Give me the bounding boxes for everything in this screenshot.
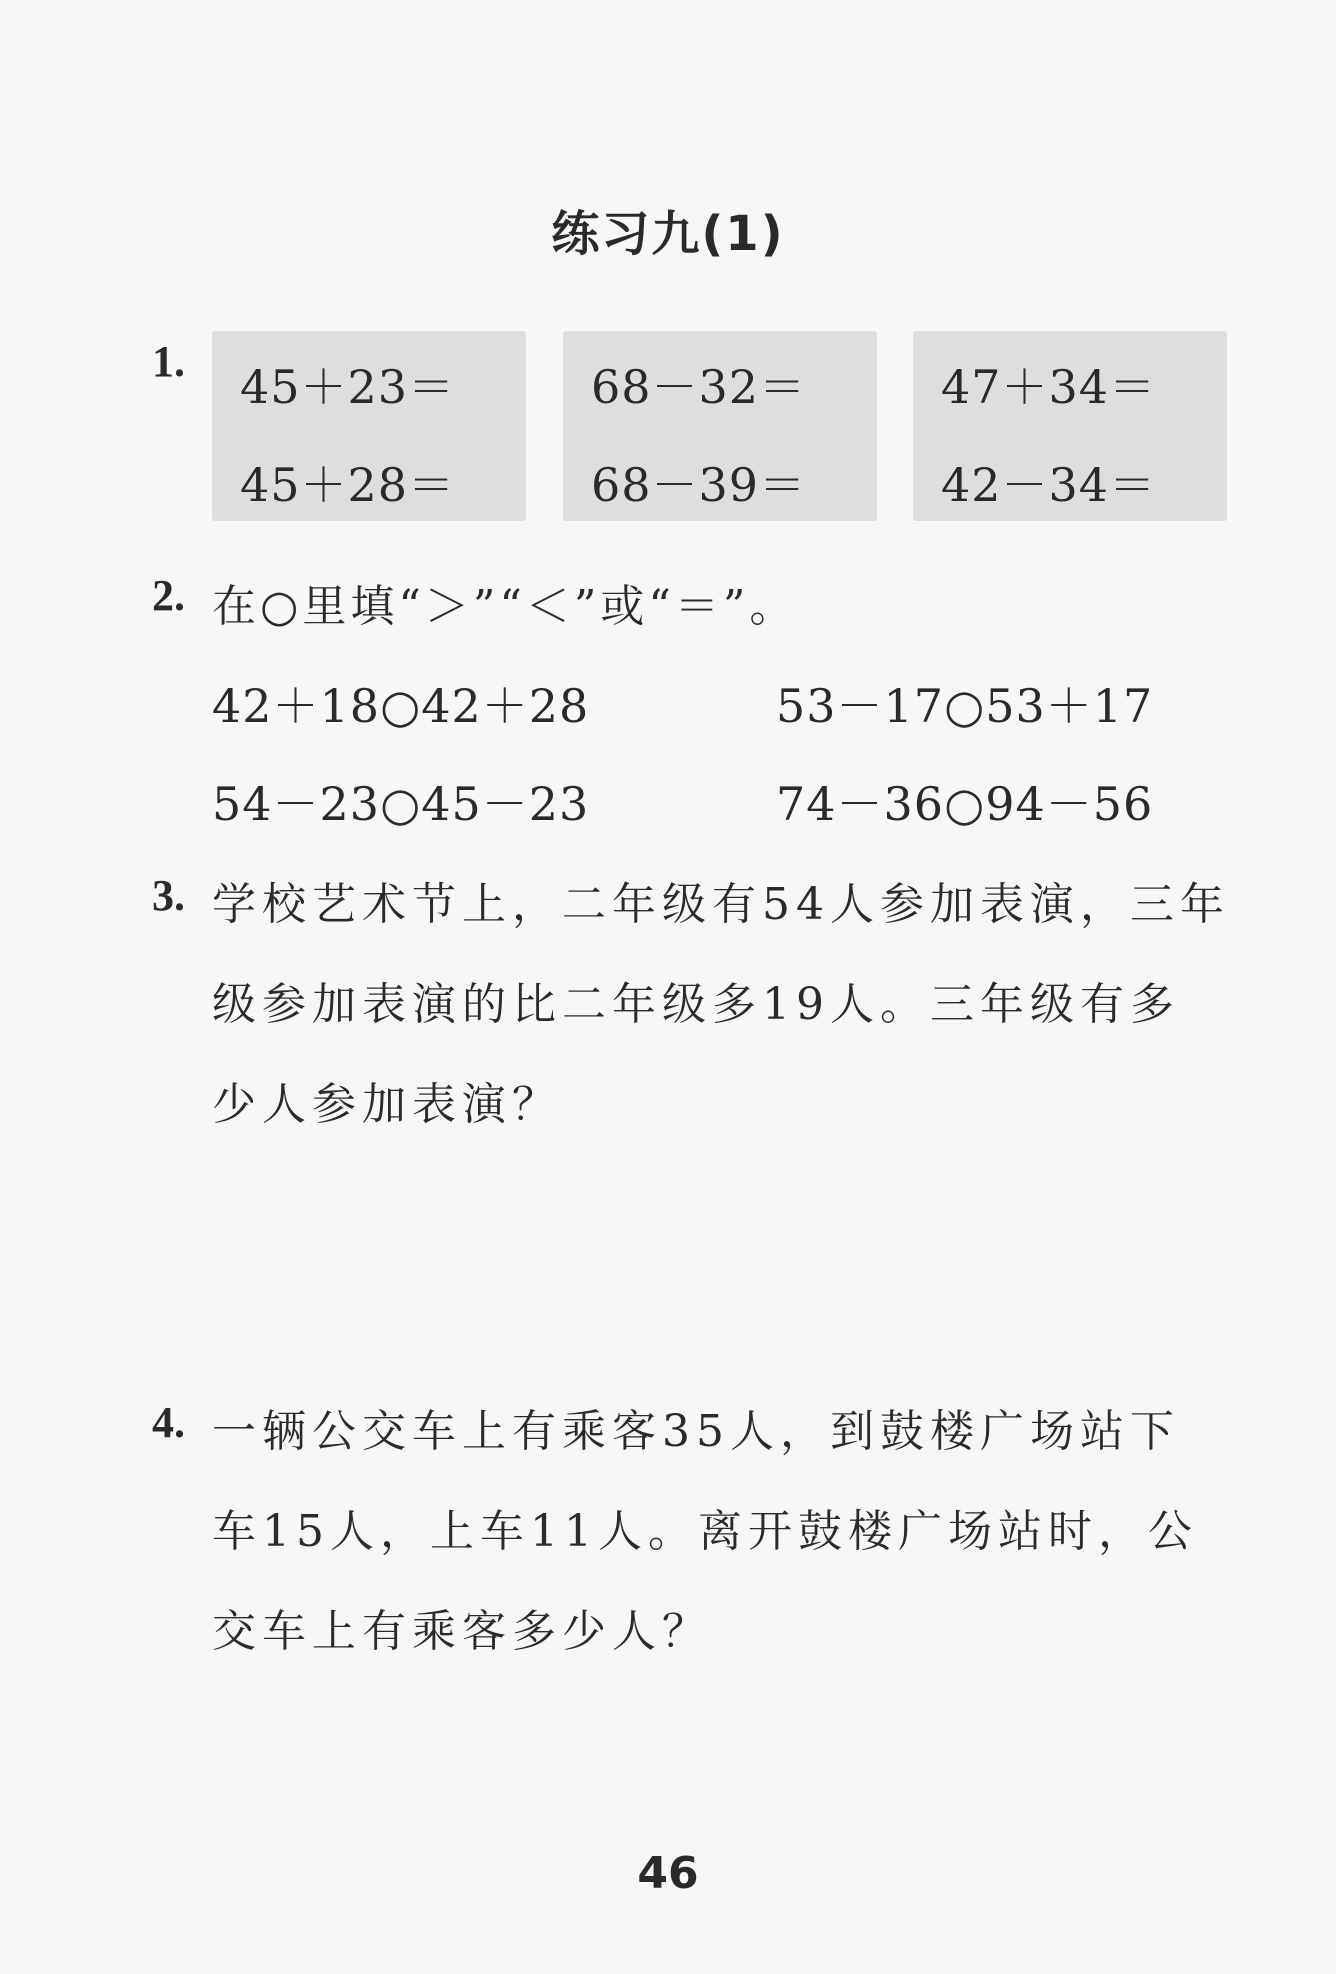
q2-instruction: 在○里填“＞”“＜”或“＝”。 bbox=[212, 581, 798, 632]
q3-line-1: 学校艺术节上，二年级有54人参加表演，三年 bbox=[212, 879, 1230, 930]
q1-box-2-eq-2: 68－39＝ bbox=[591, 458, 807, 512]
q3-number: 3. bbox=[152, 871, 185, 920]
q2-item-3: 54－23○45－23 bbox=[212, 777, 590, 831]
q4-line-2: 车15人，上车11人。离开鼓楼广场站时，公 bbox=[212, 1506, 1198, 1557]
q1-box-3-eq-2: 42－34＝ bbox=[941, 458, 1157, 512]
q1-box-3-eq-1: 47＋34＝ bbox=[941, 360, 1157, 414]
q2-item-2: 53－17○53＋17 bbox=[776, 679, 1154, 733]
q2-item-1: 42＋18○42＋28 bbox=[212, 679, 590, 733]
q1-box-1 bbox=[212, 331, 526, 521]
page-number: 46 bbox=[637, 1848, 699, 1899]
q1-box-3 bbox=[913, 331, 1227, 521]
q4-number: 4. bbox=[152, 1398, 185, 1447]
q1-box-2-eq-1: 68－32＝ bbox=[591, 360, 807, 414]
q1-box-2 bbox=[563, 331, 877, 521]
q3-line-3: 少人参加表演？ bbox=[212, 1079, 562, 1130]
q4-line-1: 一辆公交车上有乘客35人，到鼓楼广场站下 bbox=[212, 1406, 1180, 1457]
q3-line-2: 级参加表演的比二年级多19人。三年级有多 bbox=[212, 979, 1180, 1030]
q1-number: 1. bbox=[152, 337, 185, 386]
q4-line-3: 交车上有乘客多少人？ bbox=[212, 1606, 712, 1657]
q2-item-4: 74－36○94－56 bbox=[776, 777, 1154, 831]
q2-number: 2. bbox=[152, 571, 185, 620]
q1-box-1-eq-2: 45＋28＝ bbox=[240, 458, 456, 512]
q1-box-1-eq-1: 45＋23＝ bbox=[240, 360, 456, 414]
page-title: 练习九(1) bbox=[551, 206, 785, 262]
